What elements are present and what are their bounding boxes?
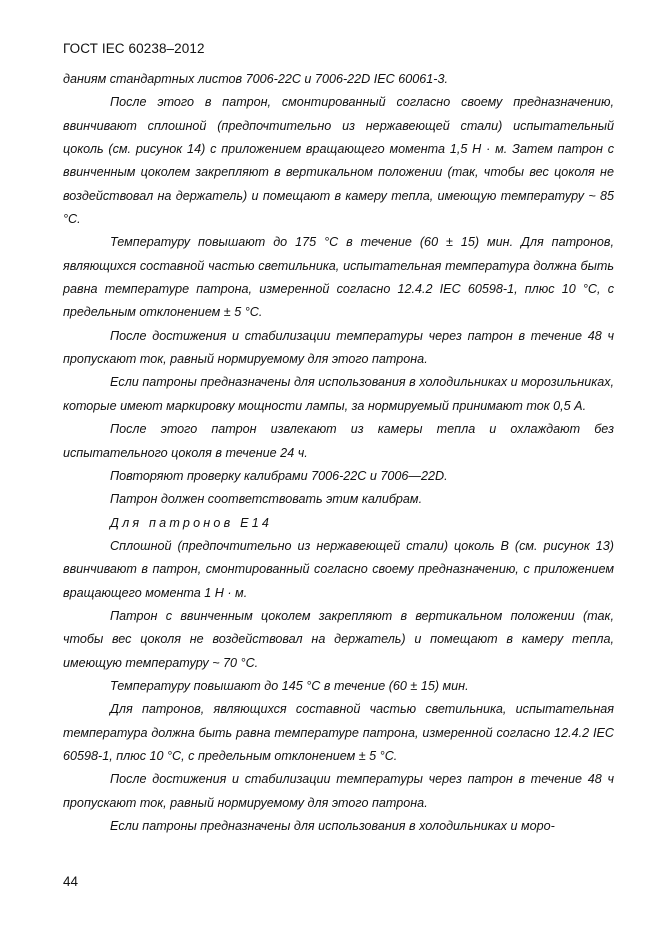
paragraph: После достижения и стабилизации температуры через патрон в течение 48 ч пропускают ток, равный нормируемому для этого патрона. xyxy=(63,772,614,810)
section-subheading: Для патронов Е14 xyxy=(110,515,273,530)
paragraph: Повторяют проверку калибрами 7006-22С и 7006—22D. xyxy=(110,468,448,483)
paragraph: Сплошной (предпочтительно из нержавеющей стали) цоколь В (см. рисунок 13) ввинчивают в патрон, смонтированный согласно своему предназначению, с приложением вращающего момента 1 Н · м. xyxy=(63,538,614,600)
document-header: ГОСТ IEC 60238–2012 xyxy=(63,41,205,56)
paragraph: Если патроны предназначены для использования в холодильниках и моро- xyxy=(110,819,555,833)
paragraph: После достижения и стабилизации температуры через патрон в течение 48 ч пропускают ток, равный нормируемому для этого патрона. xyxy=(63,328,614,367)
paragraph: После этого в патрон, смонтированный согласно своему предназначению, ввинчивают сплошной (предпочтительно из нержавеющей стали) испытательный цоколь (см. рисунок 14) с приложением вращающего момента 1,5 Н · м. Затем патрон с ввинченным цоколем закрепляют в вертикальном положении (так, чтобы вес цоколя не воздействовал на держатель) и помещают в камеру тепла, имеющую температуру ~ 85 °С. xyxy=(63,95,614,227)
paragraph: После этого патрон извлекают из камеры тепла и охлаждают без испытательного цоколя в течение 24 ч. xyxy=(63,422,614,460)
paragraph: Если патроны предназначены для использования в холодильниках и морозильниках, которые имеют маркировку мощности лампы, за нормируемый принимают ток 0,5 А. xyxy=(63,375,614,413)
paragraph: Патрон должен соответствовать этим калибрам. xyxy=(110,492,423,507)
page-number: 44 xyxy=(63,874,79,889)
paragraph-continuation: даниям стандартных листов 7006-22С и 7006-22D IEC 60061-3. xyxy=(63,72,448,86)
paragraph: Температуру повышают до 145 °С в течение (60 ± 15) мин. xyxy=(110,678,469,693)
paragraph: Температуру повышают до 175 °С в течение (60 ± 15) мин. Для патронов, являющихся составной частью светильника, испытательная температура должна быть равна температуре патрона, измеренной согласно 12.4.2 IEC 60598-1, плюс 10 °С, с предельным отклонением ± 5 °С. xyxy=(63,235,614,320)
paragraph: Для патронов, являющихся составной частью светильника, испытательная температура должна быть равна температуре патрона, измеренной согласно 12.4.2 IEC 60598-1, плюс 10 °С, с предельным отклонением ± 5 °С. xyxy=(63,702,614,763)
document-body xyxy=(63,68,614,838)
paragraph: Патрон с ввинченным цоколем закрепляют в вертикальном положении (так, чтобы вес цоколя не воздействовал на держатель) и помещают в камеру тепла, имеющую температуру ~ 70 °С. xyxy=(63,608,614,670)
